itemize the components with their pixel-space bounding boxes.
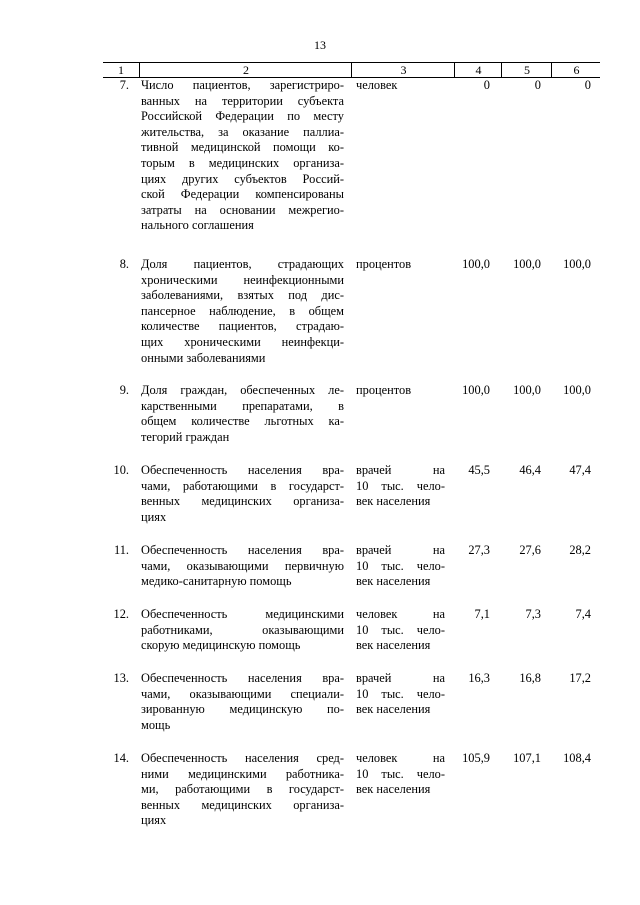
indicator-name-line: чами, работающими в государст- xyxy=(141,478,344,493)
indicator-name-line: циях xyxy=(141,509,167,524)
unit-line: век населения xyxy=(356,574,431,589)
column-header-2: 2 xyxy=(139,63,352,77)
value-year-3: 17,2 xyxy=(569,671,591,685)
value-year-2: 46,4 xyxy=(519,463,541,477)
indicator-name-line: скорую медицинскую помощь xyxy=(141,638,301,653)
indicator-name-line: хроническими неинфекционными xyxy=(141,272,344,287)
indicator-name-line: циях других субъектов Россий- xyxy=(141,171,344,186)
unit-of-measure xyxy=(356,78,445,94)
indicator-name-line: венных медицинских организа- xyxy=(141,797,344,812)
indicator-name-line: Обеспеченность населения вра- xyxy=(141,671,344,685)
indicator-name-line: чами, оказывающими специали- xyxy=(141,686,344,701)
value-year-1: 100,0 xyxy=(462,257,490,271)
indicator-name xyxy=(141,78,344,234)
column-header-5: 5 xyxy=(501,63,552,77)
indicator-name-line: ванных на территории субъекта xyxy=(141,93,344,108)
indicator-name-line: Доля граждан, обеспеченных ле- xyxy=(141,383,344,397)
value-year-2: 27,6 xyxy=(519,543,541,557)
unit-line: процентов xyxy=(356,257,412,271)
indicator-name xyxy=(141,607,344,654)
indicator-name xyxy=(141,383,344,445)
indicator-name-line: онными заболеваниями xyxy=(141,350,266,365)
unit-line: 10 тыс. чело- xyxy=(356,558,445,573)
row-number: 8. xyxy=(119,257,129,271)
value-year-2: 7,3 xyxy=(525,607,541,621)
indicator-name xyxy=(141,671,344,733)
unit-of-measure xyxy=(356,671,445,718)
row-number: 9. xyxy=(119,383,129,397)
value-year-1: 45,5 xyxy=(468,463,490,477)
unit-line: 10 тыс. чело- xyxy=(356,766,445,781)
value-year-3: 100,0 xyxy=(563,257,591,271)
unit-line: врачей на xyxy=(356,543,445,557)
unit-of-measure xyxy=(356,607,445,654)
indicator-name-line: общем количестве льготных ка- xyxy=(141,414,344,429)
unit-line: человек xyxy=(356,78,398,92)
column-header-1: 1 xyxy=(118,63,124,77)
indicator-name xyxy=(141,463,344,525)
unit-line: врачей на xyxy=(356,463,445,477)
value-year-3: 28,2 xyxy=(569,543,591,557)
unit-line: век населения xyxy=(356,494,431,509)
indicator-name-line: Обеспеченность населения вра- xyxy=(141,543,344,557)
row-number: 12. xyxy=(113,607,129,621)
row-number: 10. xyxy=(113,463,129,477)
row-number: 11. xyxy=(113,543,129,557)
unit-line: 10 тыс. чело- xyxy=(356,686,445,701)
value-year-1: 16,3 xyxy=(468,671,490,685)
value-year-3: 47,4 xyxy=(569,463,591,477)
value-year-1: 105,9 xyxy=(462,751,490,765)
indicator-name-line: Обеспеченность медицинскими xyxy=(141,607,344,621)
unit-of-measure xyxy=(356,751,445,798)
indicator-name-line: карственными препаратами, в xyxy=(141,398,344,413)
column-header-6: 6 xyxy=(551,63,601,77)
indicator-name-line: жительства, за оказание паллиа- xyxy=(141,124,344,139)
unit-line: 10 тыс. чело- xyxy=(356,622,445,637)
indicator-name-line: венных медицинских организа- xyxy=(141,494,344,509)
value-year-2: 16,8 xyxy=(519,671,541,685)
indicator-name-line: затраты на основании межрегио- xyxy=(141,202,344,217)
indicator-name-line: тивной медицинской помощи ко- xyxy=(141,140,344,155)
indicator-name-line: нального соглашения xyxy=(141,218,254,233)
value-year-1: 0 xyxy=(483,78,490,92)
indicator-name-line: щих хроническими неинфекци- xyxy=(141,334,344,349)
indicator-name-line: заболеваниями, взятых под дис- xyxy=(141,288,344,303)
row-number: 7. xyxy=(119,78,129,92)
unit-line: врачей на xyxy=(356,671,445,685)
unit-of-measure xyxy=(356,257,445,273)
indicator-name-line: Обеспеченность населения сред- xyxy=(141,751,344,765)
indicator-name xyxy=(141,543,344,590)
column-header-4: 4 xyxy=(454,63,502,77)
value-year-2: 100,0 xyxy=(513,257,541,271)
unit-of-measure xyxy=(356,463,445,510)
indicator-name-line: ми, работающими в государст- xyxy=(141,782,344,797)
indicator-name-line: циях xyxy=(141,813,167,828)
unit-line: век населения xyxy=(356,782,431,797)
page-number: 13 xyxy=(314,38,326,52)
value-year-3: 108,4 xyxy=(563,751,591,765)
unit-line: человек на xyxy=(356,607,445,621)
column-header-3: 3 xyxy=(351,63,455,77)
indicator-name-line: чами, оказывающими первичную xyxy=(141,558,344,573)
unit-line: век населения xyxy=(356,702,431,717)
indicator-name-line: мощь xyxy=(141,717,171,732)
value-year-3: 7,4 xyxy=(575,607,591,621)
unit-line: процентов xyxy=(356,383,412,397)
value-year-1: 100,0 xyxy=(462,383,490,397)
indicator-name-line: Доля пациентов, страдающих xyxy=(141,257,344,271)
table-column-header-row xyxy=(103,62,600,78)
value-year-1: 27,3 xyxy=(468,543,490,557)
unit-of-measure xyxy=(356,543,445,590)
indicator-name-line: ской Федерации компенсированы xyxy=(141,187,344,202)
indicator-name-line: пансерное наблюдение, в общем xyxy=(141,303,344,318)
indicator-name-line: тегорий граждан xyxy=(141,429,230,444)
indicator-name-line: Число пациентов, зарегистриро- xyxy=(141,78,344,92)
row-number: 13. xyxy=(113,671,129,685)
value-year-3: 100,0 xyxy=(563,383,591,397)
indicator-name-line: Российской Федерации по месту xyxy=(141,109,344,124)
unit-of-measure xyxy=(356,383,445,399)
indicator-name xyxy=(141,257,344,366)
unit-line: век населения xyxy=(356,638,431,653)
indicator-name-line: зированную медицинскую по- xyxy=(141,702,344,717)
indicator-name-line: Обеспеченность населения вра- xyxy=(141,463,344,477)
value-year-1: 7,1 xyxy=(474,607,490,621)
unit-line: человек на xyxy=(356,751,445,765)
row-number: 14. xyxy=(113,751,129,765)
value-year-2: 100,0 xyxy=(513,383,541,397)
indicator-name-line: ними медицинскими работника- xyxy=(141,766,344,781)
indicator-name-line: медико-санитарную помощь xyxy=(141,574,292,589)
indicator-name-line: работниками, оказывающими xyxy=(141,622,344,637)
value-year-2: 107,1 xyxy=(513,751,541,765)
value-year-2: 0 xyxy=(534,78,541,92)
indicator-name-line: торым в медицинских организа- xyxy=(141,155,344,170)
value-year-3: 0 xyxy=(584,78,591,92)
indicator-name-line: количестве пациентов, страдаю- xyxy=(141,319,344,334)
unit-line: 10 тыс. чело- xyxy=(356,478,445,493)
indicator-name xyxy=(141,751,344,829)
